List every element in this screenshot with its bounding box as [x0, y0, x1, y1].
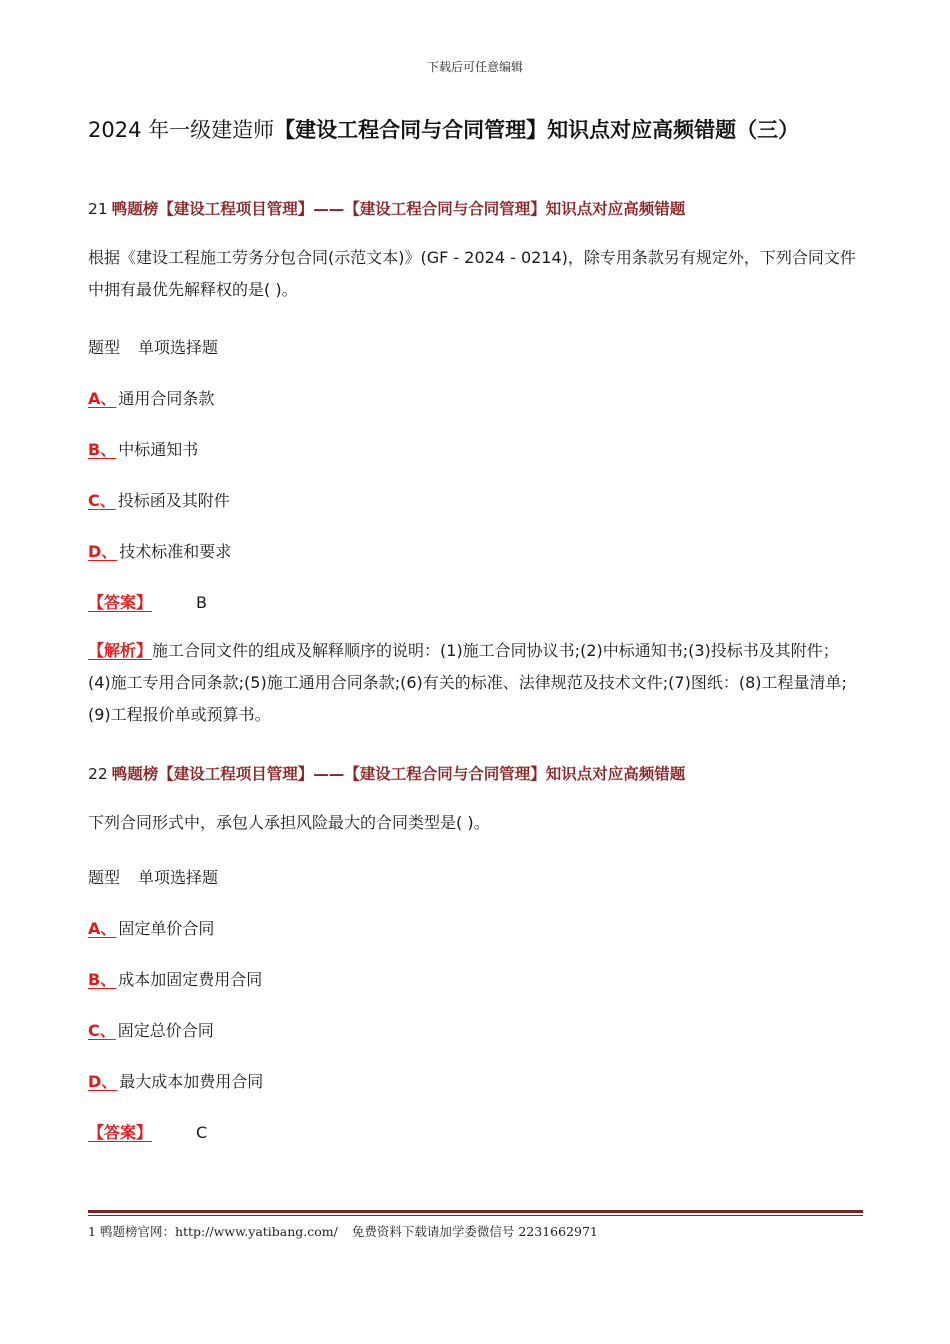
- analysis-text: 施工合同文件的组成及解释顺序的说明：(1)施工合同协议书;(2)中标通知书;(3)投标书及其附件； (4)施工专用合同条款;(5)施工通用合同条款;(6)有关的标准、法律规范及技术文件;(7)图纸：(8)工程量清单;(9)工程报价单或预算书。: [88, 641, 847, 724]
- option-d: [88, 1069, 263, 1092]
- question-stem: 根据《建设工程施工劳务分包合同(示范文本)》(GF - 2024 - 0214)，除专用条款另有规定外，下列合同文件中拥有最优先解释权的是( )。: [88, 248, 856, 299]
- footer-rule-thin: [88, 1215, 863, 1216]
- option-label: B、: [88, 970, 117, 989]
- question-heading: [88, 762, 685, 784]
- option-label: A、: [88, 389, 117, 408]
- footer-contact: 免费资料下载请加学委微信号 2231662971: [351, 1224, 598, 1239]
- question-heading: [88, 197, 685, 219]
- footer: [88, 1222, 598, 1240]
- header-note: 下载后可任意编辑: [426, 60, 523, 74]
- option-b: [88, 437, 198, 460]
- answer-tag: 【答案】: [88, 1123, 153, 1142]
- footer-site-link[interactable]: 鸭题榜官网：http://www.yatibang.com/: [99, 1224, 338, 1239]
- question-type-value: 单项选择题: [138, 338, 219, 357]
- question-heading-text: 鸭题榜【建设工程项目管理】——【建设工程合同与合同管理】知识点对应高频错题: [111, 765, 686, 783]
- option-text: 固定单价合同: [118, 919, 215, 938]
- option-text: 中标通知书: [118, 440, 199, 459]
- answer-value: B: [196, 593, 207, 612]
- page-number: 1: [88, 1224, 96, 1239]
- question-number: 21: [88, 200, 108, 218]
- footer-rule: [88, 1210, 863, 1213]
- title-subject: 【建设工程合同与合同管理】知识点对应高频错题（三）: [274, 118, 800, 142]
- option-text: 技术标准和要求: [119, 542, 232, 561]
- analysis: [88, 635, 863, 731]
- option-a: [88, 916, 214, 939]
- question-type: [88, 335, 218, 358]
- analysis-tag: 【解析】: [88, 641, 153, 660]
- option-text: 成本加固定费用合同: [118, 970, 263, 989]
- option-label: A、: [88, 919, 117, 938]
- question-type-label: 题型: [88, 868, 121, 887]
- question-type-label: 题型: [88, 338, 121, 357]
- option-text: 固定总价合同: [117, 1021, 214, 1040]
- question-type-value: 单项选择题: [138, 868, 219, 887]
- option-c: [88, 1018, 214, 1041]
- option-label: C、: [88, 1021, 116, 1040]
- option-label: C、: [88, 491, 116, 510]
- option-text: 通用合同条款: [118, 389, 215, 408]
- answer-tag: 【答案】: [88, 593, 153, 612]
- option-a: [88, 386, 214, 409]
- document-title: [88, 116, 858, 144]
- answer-value: C: [196, 1123, 208, 1142]
- title-year: 2024 年一级建造师: [88, 118, 275, 142]
- option-text: 最大成本加费用合同: [119, 1072, 264, 1091]
- option-c: [88, 488, 230, 511]
- option-label: D、: [88, 542, 118, 561]
- answer-row: [88, 590, 207, 613]
- option-text: 投标函及其附件: [117, 491, 230, 510]
- option-label: D、: [88, 1072, 118, 1091]
- option-label: B、: [88, 440, 117, 459]
- question-heading-text: 鸭题榜【建设工程项目管理】——【建设工程合同与合同管理】知识点对应高频错题: [111, 200, 686, 218]
- question-type: [88, 865, 218, 888]
- option-d: [88, 539, 231, 562]
- answer-row: [88, 1120, 207, 1143]
- question-number: 22: [88, 765, 108, 783]
- option-b: [88, 967, 262, 990]
- question-stem: 下列合同形式中，承包人承担风险最大的合同类型是( )。: [88, 813, 490, 832]
